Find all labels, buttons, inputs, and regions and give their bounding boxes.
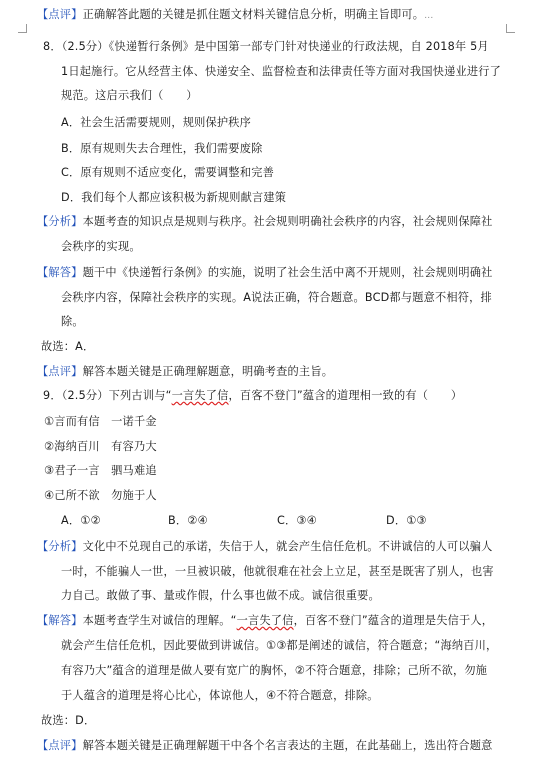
q9-stem-pre: 9．（2.5分）下列古训与“: [43, 389, 172, 402]
q9-choice-b: B．②④: [168, 514, 208, 527]
q9-analysis-line-2: 一时，不能骗人一世，一旦被识破，他就很难在社会上立足，甚至是既害了别人，也害: [61, 565, 494, 578]
q9-stem-post: ，百客不登门”蕴含的道理相一致的有（ ）: [228, 389, 463, 402]
q9-item-4: ④己所不欲 勿施于人: [44, 489, 157, 502]
q8-answer-line-1: [37, 265, 533, 281]
q8-analysis-line-2: 会秩序的实现。: [61, 240, 141, 253]
q9-analysis-line-1: [37, 539, 533, 555]
margin-corner-mark: [506, 24, 515, 33]
prev-comment-line: [37, 7, 533, 23]
q8-answer-line-2: 会秩序内容，保障社会秩序的实现。A说法正确，符合题意。BCD都与题意不相符，排: [61, 291, 492, 304]
q9-answer-line-1: [37, 613, 533, 629]
analysis-text: 本题考查的知识点是规则与秩序。社会规则明确社会秩序的内容，社会规则保障社: [82, 215, 493, 228]
analysis-tag: 【分析】: [37, 540, 83, 553]
q9-choice: 故选：D．: [41, 714, 96, 727]
answer-text-pre: 本题考查学生对诚信的理解。“: [82, 614, 237, 627]
q8-option-a: A．社会生活需要规则，规则保护秩序: [61, 116, 252, 129]
q8-answer-line-3: 除。: [61, 315, 84, 328]
q8-stem-line-1: 8．（2.5分）《快递暂行条例》是中国第一部专门针对快递业的行政法规，自 2018年 5月: [43, 40, 489, 53]
answer-tag: 【解答】: [37, 266, 83, 279]
q9-item-1: ①言而有信 一诺千金: [44, 415, 157, 428]
answer-text: 题干中《快递暂行条例》的实施，说明了社会生活中离不开规则，社会规则明确社: [82, 266, 493, 279]
q9-choice-a: A．①②: [61, 514, 101, 527]
q9-answer-line-4: 于人蕴含的道理是将心比心，体谅他人，④不符合题意，排除。: [61, 689, 379, 702]
q8-comment-line: [37, 364, 533, 380]
comment-text: 正确解答此题的关键是抓住题文材料关键信息分析，明确主旨即可。: [82, 8, 425, 21]
q9-stem-line-1: [43, 388, 533, 404]
comment-text: 解答本题关键是正确理解题干中各个名言表达的主题，在此基础上，选出符合题意: [82, 739, 493, 752]
paragraph-mark: ...: [424, 11, 434, 21]
comment-tag: 【点评】: [37, 365, 83, 378]
q9-item-3: ③君子一言 驷马难追: [44, 464, 157, 477]
q9-stem-proverb: 一言失了信: [171, 389, 229, 402]
q9-item-2: ②海纳百川 有容乃大: [44, 440, 157, 453]
q8-option-b: B．原有规则失去合理性，我们需要废除: [61, 142, 263, 155]
comment-text: 解答本题关键是正确理解题意，明确考查的主旨。: [82, 365, 334, 378]
analysis-tag: 【分析】: [37, 215, 83, 228]
q8-stem-line-2: 1日起施行。它从经营主体、快递安全、监督检查和法律责任等方面对我国快递业进行了: [61, 65, 502, 78]
q9-comment-line: [37, 738, 533, 754]
q9-answer-line-2: 就会产生信任危机，因此要做到讲诚信。①③都是阐述的诚信，符合题意；“海纳百川，: [61, 639, 498, 652]
comment-tag: 【点评】: [37, 739, 83, 752]
answer-text-post: ，百客不登门”蕴含的道理是失信于人，: [293, 614, 494, 627]
q9-choice-c: C．③④: [277, 514, 317, 527]
q8-analysis-line-1: [37, 214, 533, 230]
answer-tag: 【解答】: [37, 614, 83, 627]
analysis-text: 文化中不兑现自己的承诺，失信于人，就会产生信任危机。不讲诚信的人可以骗人: [82, 540, 493, 553]
q9-answer-line-3: 有容乃大”蕴含的道理是做人要有宽广的胸怀，②不符合题意，排除；己所不欲，勿施: [61, 664, 488, 677]
q9-analysis-line-3: 力自己。敢做了事、量或作假，什么事也做不成。诚信很重要。: [61, 589, 380, 602]
q8-choice: 故选：A．: [41, 340, 95, 353]
q9-choice-d: D．①③: [386, 514, 427, 527]
comment-tag: 【点评】: [37, 8, 83, 21]
margin-corner-mark: [18, 24, 27, 33]
q8-option-c: C．原有规则不适应变化，需要调整和完善: [61, 166, 274, 179]
q8-option-d: D．我们每个人都应该积极为新规则献言建策: [61, 191, 287, 204]
q8-stem-line-3: 规范。这启示我们（ ）: [61, 89, 198, 102]
answer-proverb: 一言失了信: [236, 614, 294, 627]
